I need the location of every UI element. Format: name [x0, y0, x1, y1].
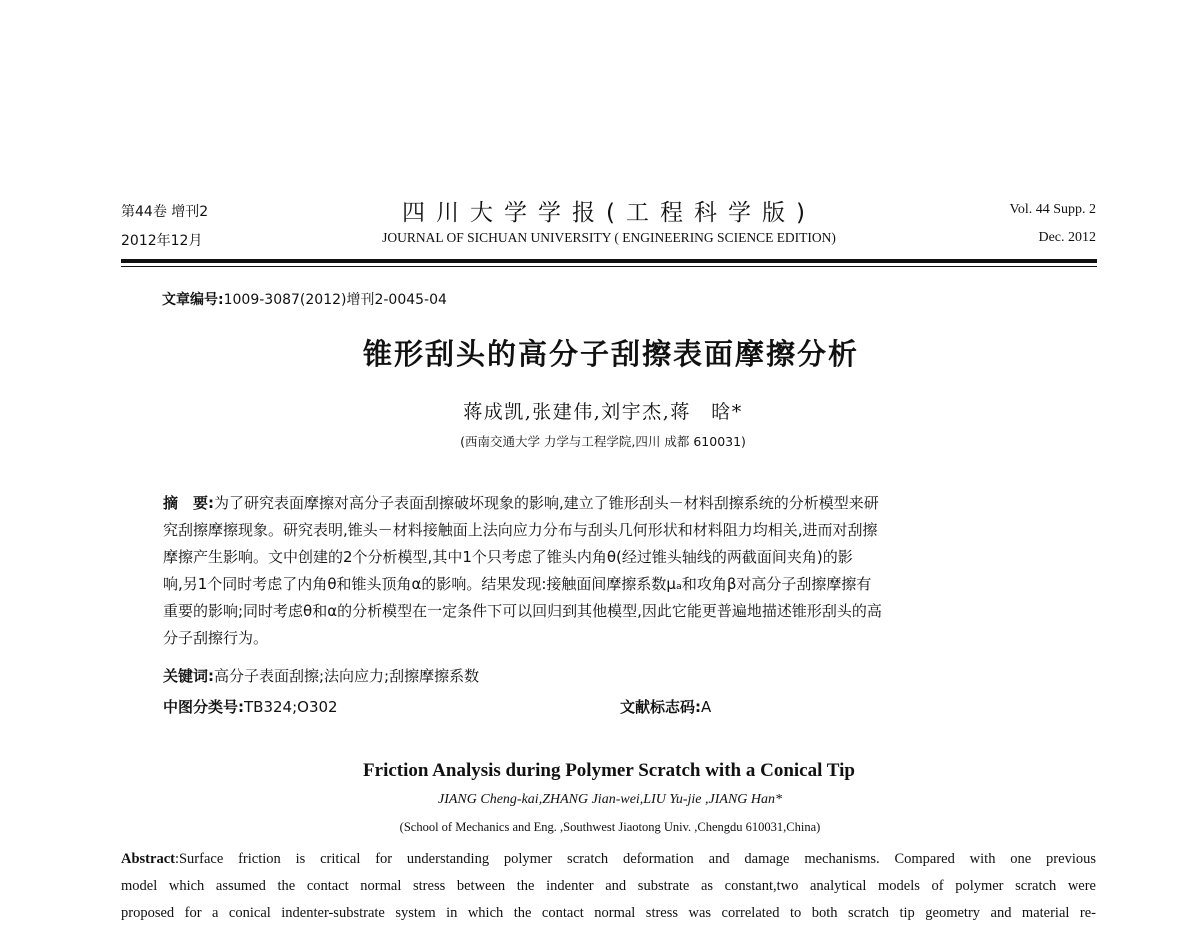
header-rule-thin: [121, 266, 1097, 267]
keywords-label: 关键词:: [163, 667, 214, 685]
abstract-en-line: Abstract:Surface friction is critical for understanding polymer scratch deformation and damage mechanisms. Compared with one previous: [121, 851, 1096, 867]
abstract-cn-line: 分子刮擦行为。: [163, 629, 269, 647]
abstract-en-line: model which assumed the contact normal stress between the indenter and substrate as constant,two analytical models of polymer scratch were: [121, 878, 1096, 894]
header-rule-thick: [121, 259, 1097, 263]
article-title-en: Friction Analysis during Polymer Scratch with a Conical Tip: [363, 760, 855, 781]
authors-en: JIANG Cheng-kai,ZHANG Jian-wei,LIU Yu-jie ,JIANG Han*: [438, 792, 782, 807]
authors-cn: 蒋成凯,张建伟,刘宇杰,蒋 晗*: [463, 401, 743, 423]
clc-number: [163, 696, 338, 717]
abstract-cn-label: 摘 要:: [163, 494, 214, 512]
abstract-cn-line: 摩擦产生影响。文中创建的2个分析模型,其中1个只考虑了锥头内角θ(经过锥头轴线的两截面间夹角)的影: [163, 548, 853, 566]
header-volume: 第44卷 增刊2: [121, 204, 209, 220]
doc-code-value: A: [701, 698, 712, 716]
abstract-cn: [163, 490, 1056, 652]
header-date: 2012年12月: [121, 233, 203, 249]
abstract-cn-line: 重要的影响;同时考虑θ和α的分析模型在一定条件下可以回归到其他模型,因此它能更普遍地描述锥形刮头的高: [163, 602, 882, 620]
journal-title-cn: 四川大学学报(工程科学版): [402, 200, 816, 226]
journal-title-en: JOURNAL OF SICHUAN UNIVERSITY ( ENGINEERING SCIENCE EDITION): [382, 230, 836, 245]
affiliation-cn: (西南交通大学 力学与工程学院,四川 成都 610031): [460, 434, 746, 449]
article-title-cn: 锥形刮头的高分子刮擦表面摩擦分析: [362, 337, 859, 371]
header-volume-en: Vol. 44 Supp. 2: [1009, 202, 1096, 217]
article-number-value: 1009-3087(2012)增刊2-0045-04: [223, 292, 447, 308]
abstract-cn-line: 摘 要:为了研究表面摩擦对高分子表面刮擦破坏现象的影响,建立了锥形刮头－材料刮擦系统的分析模型来研: [163, 494, 879, 512]
keywords-value: 高分子表面刮擦;法向应力;刮擦摩擦系数: [214, 667, 480, 685]
abstract-cn-line: 响,另1个同时考虑了内角θ和锥头顶角α的影响。结果发现:接触面间摩擦系数μₐ和攻角β对高分子刮擦摩擦有: [163, 575, 872, 593]
abstract-en-line: proposed for a conical indenter-substrate system in which the contact normal stress was correlated to both scratch tip geometry and material re-: [121, 905, 1096, 921]
document-code: [620, 696, 711, 717]
affiliation-en: (School of Mechanics and Eng. ,Southwest Jiaotong Univ. ,Chengdu 610031,China): [399, 820, 821, 834]
header-date-en: Dec. 2012: [1038, 230, 1096, 245]
clc-label: 中图分类号:: [163, 698, 244, 716]
abstract-en: [121, 846, 1096, 927]
abstract-cn-line: 究刮擦摩擦现象。研究表明,锥头－材料接触面上法向应力分布与刮头几何形状和材料阻力均相关,进而对刮擦: [163, 521, 878, 539]
article-number-label: 文章编号:: [162, 292, 224, 308]
keywords-cn: [163, 665, 479, 686]
clc-value: TB324;O302: [244, 698, 338, 716]
article-number: [162, 289, 447, 309]
doc-code-label: 文献标志码:: [620, 698, 701, 716]
abstract-en-label: Abstract: [121, 851, 175, 867]
